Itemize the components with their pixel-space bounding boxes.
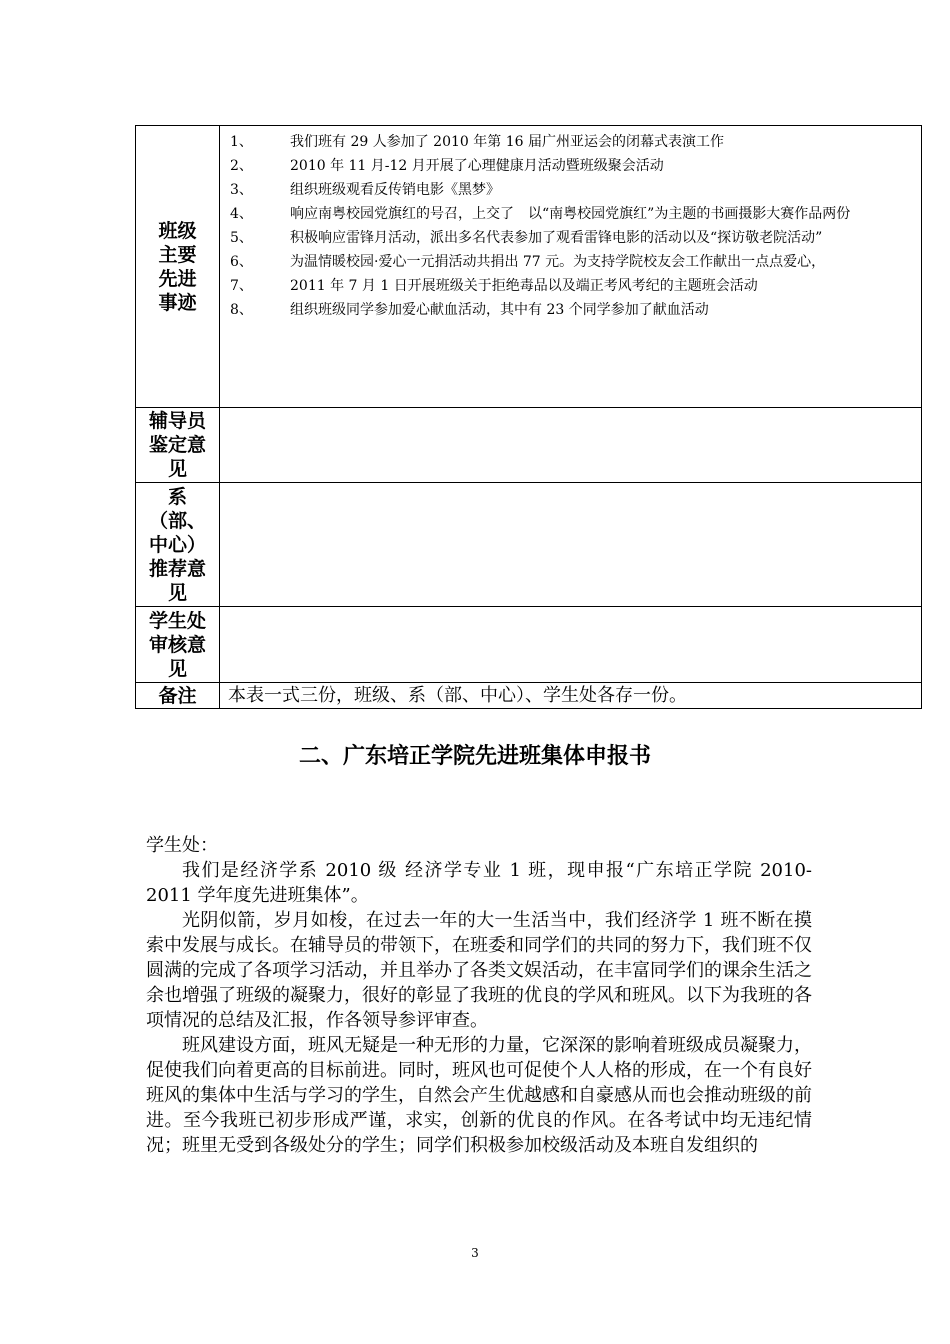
event-list bbox=[230, 130, 915, 322]
event-item bbox=[230, 202, 915, 226]
event-number: 2、 bbox=[230, 158, 253, 174]
events-label bbox=[136, 126, 220, 408]
dept-label-text: 系（部、中心）推荐意见 bbox=[148, 485, 206, 604]
event-number: 8、 bbox=[230, 302, 253, 318]
event-item bbox=[230, 226, 915, 250]
student-office-label-text: 学生处审核意见 bbox=[148, 609, 206, 680]
student-office-row bbox=[136, 607, 922, 683]
letter-paragraph: 我们是经济学系 2010 级 经济学专业 1 班，现申报“广东培正学院 2010-2011 学年度先进班集体”。 bbox=[146, 860, 812, 906]
event-text: 我们班有 29 人参加了 2010 年第 16 届广州亚运会的闭幕式表演工作 bbox=[290, 134, 724, 150]
student-office-opinion-field[interactable] bbox=[220, 607, 922, 683]
event-text: 响应南粤校园党旗红的号召，上交了 以“南粤校园党旗红”为主题的书画摄影大赛作品两份 bbox=[290, 206, 851, 222]
events-cell bbox=[220, 126, 922, 408]
section-title: 二、广东培正学院先进班集体申报书 bbox=[298, 744, 651, 769]
counselor-opinion-field[interactable] bbox=[220, 408, 922, 483]
event-text: 2011 年 7 月 1 日开展班级关于拒绝毒品以及端正考风考纪的主题班会活动 bbox=[290, 278, 758, 294]
dept-label bbox=[136, 483, 220, 607]
student-office-label bbox=[136, 607, 220, 683]
dept-opinion-field[interactable] bbox=[220, 483, 922, 607]
application-letter bbox=[146, 833, 812, 1158]
counselor-label bbox=[136, 408, 220, 483]
event-number: 4、 bbox=[230, 206, 253, 222]
event-item bbox=[230, 130, 915, 154]
remark-row bbox=[136, 683, 922, 709]
letter-paragraph: 班风建设方面，班风无疑是一种无形的力量，它深深的影响着班级成员凝聚力，促使我们向着更高的目标前进。同时，班风也可促使个人人格的形成，在一个有良好班风的集体中生活与学习的学生，自然会产生优越感和自豪感从而也会推动班级的前进。至今我班已初步形成严谨，求实，创新的优良的作风。在各考试中均无违纪情况；班里无受到各级处分的学生；同学们积极参加校级活动及本班自发组织的 bbox=[146, 1035, 812, 1156]
event-number: 5、 bbox=[230, 230, 253, 246]
event-item bbox=[230, 178, 915, 202]
counselor-row bbox=[136, 408, 922, 483]
event-text: 积极响应雷锋月活动，派出多名代表参加了观看雷锋电影的活动以及“探访敬老院活动” bbox=[290, 230, 823, 246]
page-number: 3 bbox=[471, 1246, 479, 1260]
event-text: 组织班级观看反传销电影《黑梦》 bbox=[290, 182, 500, 198]
event-item bbox=[230, 274, 915, 298]
event-item bbox=[230, 298, 915, 322]
event-text: 为温情暖校园·爱心一元捐活动共捐出 77 元。为支持学院校友会工作献出一点点爱心， bbox=[290, 254, 826, 270]
remark-label: 备注 bbox=[136, 683, 220, 709]
event-text: 组织班级同学参加爱心献血活动，其中有 23 个同学参加了献血活动 bbox=[290, 302, 709, 318]
event-number: 1、 bbox=[230, 134, 253, 150]
event-number: 3、 bbox=[230, 182, 253, 198]
letter-paragraph: 光阴似箭，岁月如梭，在过去一年的大一生活当中，我们经济学 1 班不断在摸索中发展与成长。在辅导员的带领下，在班委和同学们的共同的努力下，我们班不仅圆满的完成了各项学习活动，并且举办了各类文娱活动，在丰富同学们的课余生活之余也增强了班级的凝聚力，很好的彰显了我班的优良的学风和班风。以下为我班的各项情况的总结及汇报，作各领导参评审查。 bbox=[146, 910, 812, 1031]
events-label-text: 班级主要先进事迹 bbox=[158, 219, 197, 314]
events-row bbox=[136, 126, 922, 408]
remark-text: 本表一式三份，班级、系（部、中心）、学生处各存一份。 bbox=[220, 683, 922, 709]
letter-salutation: 学生处： bbox=[146, 835, 218, 856]
event-number: 6、 bbox=[230, 254, 253, 270]
event-number: 7、 bbox=[230, 278, 253, 294]
event-item bbox=[230, 154, 915, 178]
counselor-label-text: 辅导员鉴定意见 bbox=[148, 410, 206, 480]
dept-row bbox=[136, 483, 922, 607]
event-text: 2010 年 11 月-12 月开展了心理健康月活动暨班级聚会活动 bbox=[290, 158, 664, 174]
event-item bbox=[230, 250, 915, 274]
application-form-table bbox=[135, 125, 922, 709]
